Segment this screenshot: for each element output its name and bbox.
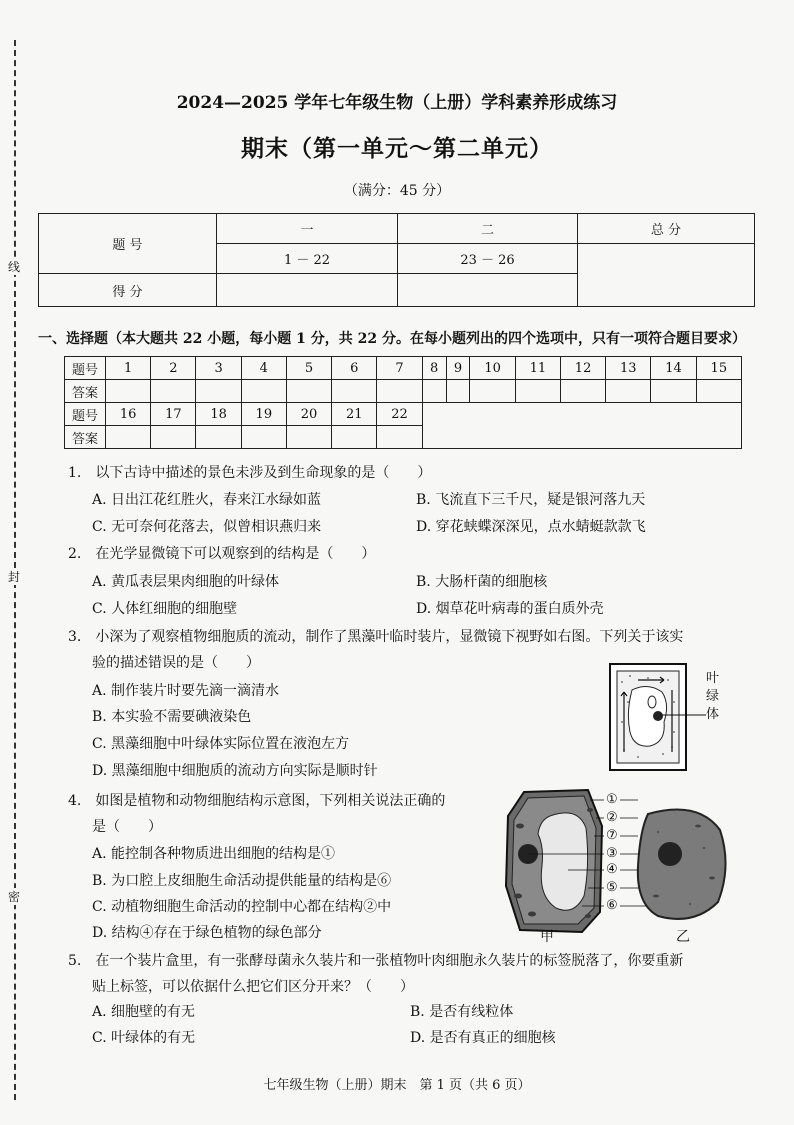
diagram-mark-6: ⑥: [606, 898, 618, 913]
answer-cell[interactable]: [106, 380, 151, 403]
answer-cell[interactable]: [241, 380, 286, 403]
q3-option-b: B. 本实验不需要碘液染色: [92, 709, 252, 725]
grid-num: 19: [241, 403, 286, 426]
question-4-stem: 4. 如图是植物和动物细胞结构示意图，下列相关说法正确的: [68, 793, 446, 809]
answer-grid: [64, 356, 742, 449]
q2-option-a: A. 黄瓜表层果肉细胞的叶绿体: [92, 574, 280, 590]
grid-num: 8: [422, 357, 446, 380]
grid-num: 12: [560, 357, 605, 380]
score-table-range1: 1 － 22: [217, 244, 398, 274]
q1-option-b: B. 飞流直下三千尺，疑是银河落九天: [416, 492, 646, 508]
q2-option-d: D. 烟草花叶病毒的蛋白质外壳: [416, 601, 604, 617]
score-table-range2: 23 － 26: [398, 244, 578, 274]
animal-nucleus: [658, 842, 682, 866]
grid-num: 10: [470, 357, 515, 380]
grid-num: 18: [196, 403, 241, 426]
q4-cell-diagram: [498, 786, 738, 938]
diagram-mark-1: ①: [606, 792, 618, 807]
q4-option-c: C. 动植物细胞生命活动的控制中心都在结构②中: [92, 899, 392, 915]
question-2-stem: 2. 在光学显微镜下可以观察到的结构是（ ）: [68, 546, 376, 562]
diagram-label-plant: 甲: [540, 929, 554, 945]
grid-label-num: 题号: [65, 357, 106, 380]
score-table-part1: 一: [217, 214, 398, 244]
answer-cell[interactable]: [196, 426, 241, 449]
q2-option-b: B. 大肠杆菌的细胞核: [416, 574, 548, 590]
q1-option-d: D. 穿花蛱蝶深深见，点水蜻蜓款款飞: [416, 519, 646, 535]
answer-cell[interactable]: [286, 426, 331, 449]
grid-num: 20: [286, 403, 331, 426]
score-table: [38, 213, 755, 307]
exam-title: 2024—2025 学年七年级生物（上册）学科素养形成练习: [176, 93, 618, 113]
q4-option-b: B. 为口腔上皮细胞生命活动提供能量的结构是⑥: [92, 873, 392, 889]
answer-cell[interactable]: [515, 380, 560, 403]
q4-option-d: D. 结构④存在于绿色植物的绿色部分: [92, 925, 322, 941]
plant-vacuole: [538, 813, 588, 910]
answer-cell[interactable]: [332, 426, 377, 449]
answer-grid-row: [65, 357, 742, 380]
grid-num: 7: [377, 357, 422, 380]
grid-num: 6: [332, 357, 377, 380]
answer-cell[interactable]: [106, 426, 151, 449]
page-footer: 七年级生物（上册）期末 第 1 页（共 6 页）: [263, 1078, 531, 1093]
score-table-total-cell[interactable]: [578, 244, 755, 307]
grid-num: 16: [106, 403, 151, 426]
answer-cell[interactable]: [446, 380, 470, 403]
chloroplast-label: 叶绿体: [706, 671, 720, 722]
answer-cell[interactable]: [241, 426, 286, 449]
diagram-label-animal: 乙: [676, 929, 690, 945]
answer-cell[interactable]: [470, 380, 515, 403]
full-score: （满分：45 分）: [343, 183, 451, 199]
grid-num: 14: [651, 357, 696, 380]
q5-option-c: C. 叶绿体的有无: [92, 1030, 196, 1046]
score-table-question-label: 题 号: [39, 214, 217, 274]
chloroplast-leader: [660, 712, 708, 718]
binding-label-seal: 封: [7, 570, 20, 584]
grid-num: 22: [377, 403, 422, 426]
q2-option-c: C. 人体红细胞的细胞壁: [92, 601, 238, 617]
grid-num: 9: [446, 357, 470, 380]
answer-cell[interactable]: [377, 380, 422, 403]
q4-option-a: A. 能控制各种物质进出细胞的结构是①: [92, 846, 336, 862]
answer-grid-row: [65, 380, 742, 403]
grid-num: 21: [332, 403, 377, 426]
grid-num: 4: [241, 357, 286, 380]
diagram-mark-3: ③: [606, 846, 618, 861]
answer-cell[interactable]: [196, 380, 241, 403]
answer-cell[interactable]: [606, 380, 651, 403]
answer-cell[interactable]: [151, 380, 196, 403]
grid-num: 15: [696, 357, 741, 380]
section-heading: 一、选择题（本大题共 22 小题，每小题 1 分，共 22 分。在每小题列出的四个选项中，只有一项符合题目要求）: [38, 331, 746, 347]
question-3-stem-cont: 验的描述错误的是（ ）: [92, 655, 260, 671]
answer-cell[interactable]: [151, 426, 196, 449]
q3-cell-figure: [608, 662, 690, 774]
score-cell-part1[interactable]: [217, 274, 398, 307]
answer-cell[interactable]: [286, 380, 331, 403]
grid-num: 17: [151, 403, 196, 426]
diagram-mark-5: ⑤: [606, 880, 618, 895]
question-5-stem-cont: 贴上标签，可以依据什么把它们区分开来？（ ）: [92, 979, 414, 995]
grid-num: 13: [606, 357, 651, 380]
score-table-total: 总 分: [578, 214, 755, 244]
grid-num: 2: [151, 357, 196, 380]
grid-label-ans: 答案: [65, 426, 106, 449]
score-table-score-label: 得 分: [39, 274, 217, 307]
answer-grid-row: [65, 403, 742, 426]
answer-cell[interactable]: [651, 380, 696, 403]
answer-cell[interactable]: [696, 380, 741, 403]
q1-option-c: C. 无可奈何花落去，似曾相识燕归来: [92, 519, 322, 535]
q5-option-d: D. 是否有真正的细胞核: [410, 1030, 556, 1046]
q1-option-a: A. 日出江花红胜火，春来江水绿如蓝: [92, 492, 322, 508]
question-1-stem: 1. 以下古诗中描述的景色未涉及到生命现象的是（ ）: [68, 465, 432, 481]
grid-num: 3: [196, 357, 241, 380]
grid-num: 1: [106, 357, 151, 380]
animal-cell: [638, 810, 726, 919]
q5-option-b: B. 是否有线粒体: [410, 1004, 514, 1020]
answer-cell[interactable]: [422, 380, 446, 403]
q3-option-d: D. 黑藻细胞中细胞质的流动方向实际是顺时针: [92, 763, 378, 779]
answer-cell[interactable]: [560, 380, 605, 403]
exam-subtitle: 期末（第一单元～第二单元）: [241, 135, 553, 162]
grid-num: 11: [515, 357, 560, 380]
diagram-mark-7: ⑦: [606, 828, 618, 843]
question-4-stem-cont: 是（ ）: [92, 819, 162, 835]
binding-label-line: 线: [7, 260, 20, 274]
q3-option-a: A. 制作装片时要先滴一滴清水: [92, 683, 280, 699]
question-5-stem: 5. 在一个装片盒里，有一张酵母菌永久装片和一张植物叶肉细胞永久装片的标签脱落了，你要重新: [68, 953, 684, 969]
grid-label-ans: 答案: [65, 380, 106, 403]
grid-num: 5: [286, 357, 331, 380]
answer-cell[interactable]: [332, 380, 377, 403]
diagram-mark-2: ②: [606, 810, 618, 825]
grid-label-num: 题号: [65, 403, 106, 426]
score-table-part2: 二: [398, 214, 578, 244]
diagram-mark-4: ④: [606, 862, 618, 877]
answer-cell[interactable]: [377, 426, 422, 449]
q5-option-a: A. 细胞壁的有无: [92, 1004, 196, 1020]
q3-option-c: C. 黑藻细胞中叶绿体实际位置在液泡左方: [92, 736, 350, 752]
grid-blank-area: [422, 403, 741, 449]
score-cell-part2[interactable]: [398, 274, 578, 307]
question-3-stem: 3. 小深为了观察植物细胞质的流动，制作了黑藻叶临时装片，显微镜下视野如右图。下列关于该实: [68, 629, 684, 645]
binding-label-secret: 密: [7, 890, 20, 904]
